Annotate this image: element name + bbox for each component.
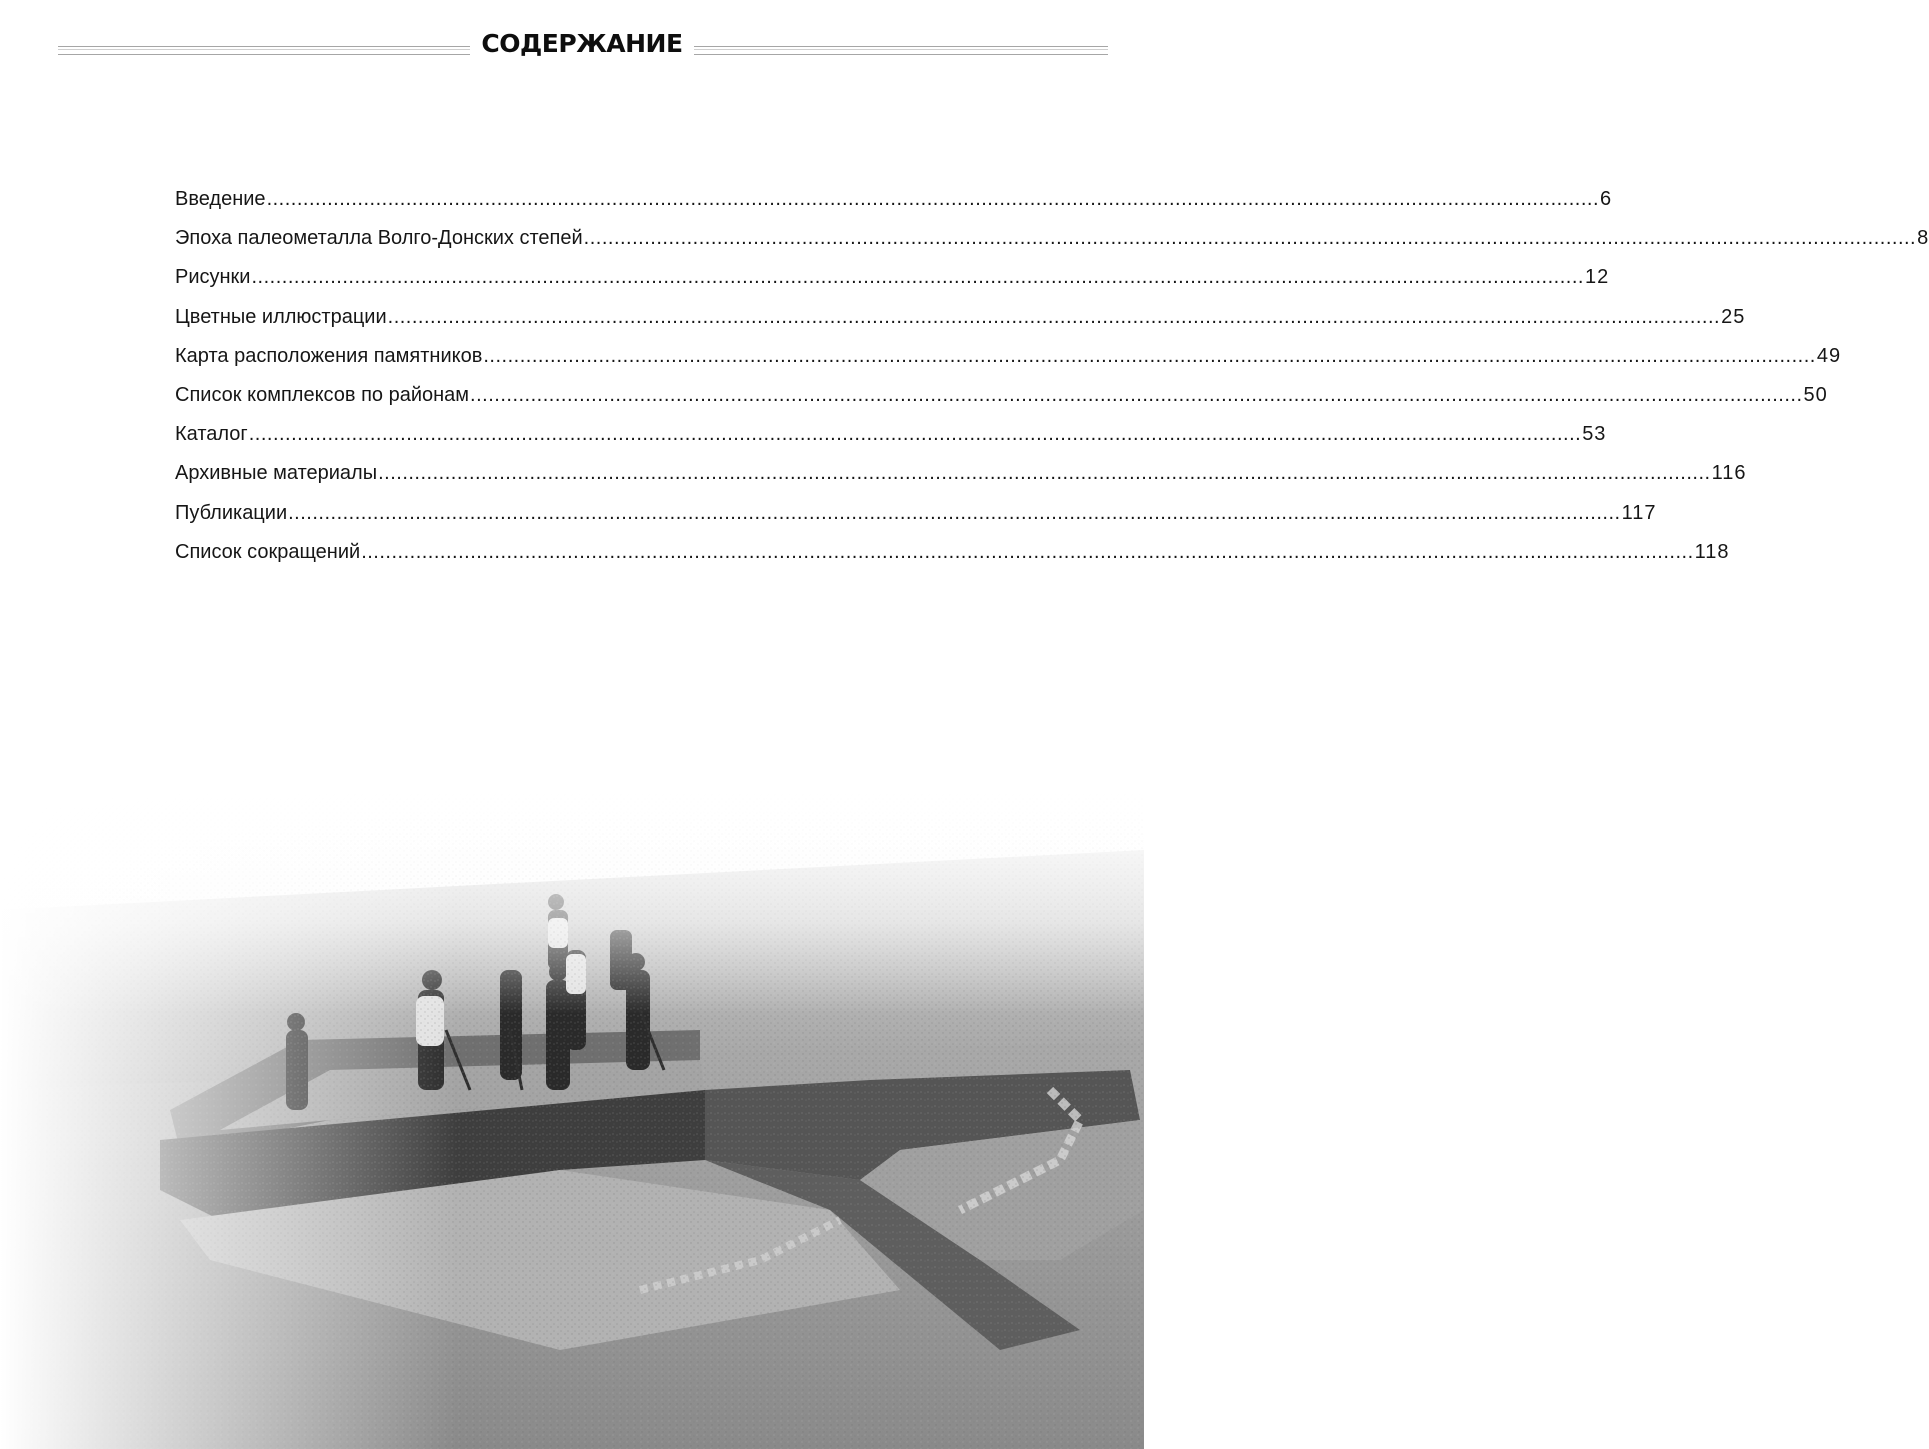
excavation-photo: [0, 790, 1144, 1449]
toc-entry-page: 25: [1721, 305, 1746, 328]
toc-entry-page: 6: [1600, 188, 1613, 210]
toc-entry-label: Карта расположения памятников: [175, 344, 483, 367]
toc-entry[interactable]: [175, 454, 1747, 493]
toc-entry-page: 49: [1816, 344, 1842, 367]
dot-leader: ............................................................................................................................................................................................................................: [266, 188, 1600, 210]
toc-entry-page: 12: [1584, 266, 1610, 289]
dot-leader: ............................................................................................................................................................................................................................: [288, 501, 1621, 524]
dot-leader: ............................................................................................................................................................................................................................: [361, 540, 1694, 563]
dot-leader: ............................................................................................................................................................................................................................: [470, 383, 1803, 406]
toc-entry-label: Цветные иллюстрации: [175, 305, 387, 328]
toc-entry-label: Эпоха палеометалла Волго-Донских степей: [175, 227, 583, 250]
dot-leader: ............................................................................................................................................................................................................................: [248, 423, 1582, 446]
toc-entry-label: Архивные материалы: [175, 462, 378, 485]
toc-entry[interactable]: [175, 376, 1828, 415]
toc-entry-page: 8: [1917, 227, 1929, 250]
toc-entry-label: Список сокращений: [175, 540, 361, 563]
toc-entry-label: Введение: [175, 188, 266, 210]
header-rule-left: [58, 46, 470, 55]
dot-leader: ............................................................................................................................................................................................................................: [378, 462, 1711, 485]
table-of-contents: [175, 180, 1929, 572]
toc-entry[interactable]: [175, 337, 1842, 376]
toc-entry-page: 116: [1711, 462, 1747, 485]
header-rule-right: [694, 46, 1108, 55]
page-title: СОДЕРЖАНИЕ: [481, 29, 683, 58]
toc-entry[interactable]: [175, 219, 1929, 258]
toc-entry[interactable]: [175, 533, 1730, 572]
toc-entry-page: 53: [1582, 423, 1607, 446]
toc-entry-page: 50: [1803, 383, 1828, 406]
toc-entry[interactable]: [175, 180, 1613, 219]
toc-entry-page: 117: [1621, 501, 1657, 524]
toc-entry[interactable]: [175, 258, 1610, 297]
toc-entry-label: Рисунки: [175, 266, 251, 289]
page-header: [58, 26, 1108, 70]
toc-entry-label: Список комплексов по районам: [175, 383, 470, 406]
toc-entry-label: Каталог: [175, 423, 248, 446]
dot-leader: ............................................................................................................................................................................................................................: [483, 344, 1816, 367]
dot-leader: ............................................................................................................................................................................................................................: [251, 266, 1584, 289]
toc-entry[interactable]: [175, 494, 1657, 533]
toc-entry[interactable]: [175, 298, 1746, 337]
dot-leader: ............................................................................................................................................................................................................................: [583, 227, 1917, 250]
dot-leader: ............................................................................................................................................................................................................................: [387, 305, 1721, 328]
toc-entry-label: Публикации: [175, 501, 288, 524]
excavation-photo-drawing: [0, 790, 1144, 1449]
toc-entry[interactable]: [175, 415, 1607, 454]
toc-entry-page: 118: [1694, 540, 1730, 563]
